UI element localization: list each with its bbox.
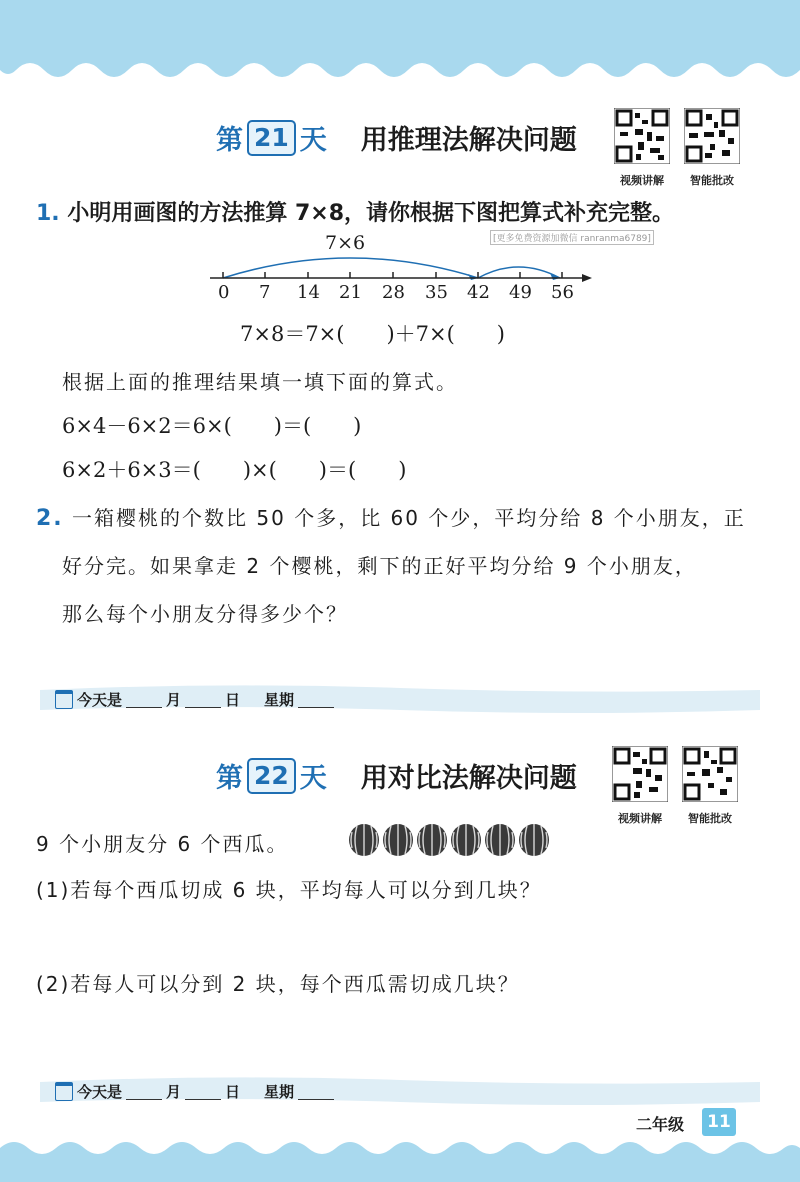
instruction-text: 根据上面的推理结果填一填下面的算式。 — [62, 370, 458, 394]
tick-labels — [0, 282, 800, 306]
question-1-number: 1. — [36, 201, 60, 226]
date-bar-1 — [55, 686, 334, 712]
qr-label-grade: 智能批改 — [688, 812, 732, 825]
formula-7x8[interactable]: 7×8＝7×( )＋7×( ) — [240, 322, 506, 346]
month-blank[interactable] — [126, 1083, 162, 1100]
date-bar-2 — [55, 1078, 334, 1104]
tick-label: 14 — [297, 282, 320, 303]
axis-arrow-icon — [582, 274, 592, 282]
tick-label: 28 — [382, 282, 405, 303]
tick-marks — [223, 272, 562, 278]
day21-topic: 用推理法解决问题 — [360, 125, 577, 156]
arc-extra — [478, 267, 560, 278]
top-wave-band — [0, 0, 800, 90]
grade-label: 二年级 — [636, 1115, 685, 1134]
date-label-week: 星期 — [264, 1082, 295, 1101]
watermark-text: [更多免费资源加微信 ranranma6789] — [490, 230, 654, 245]
date-label-day: 日 — [225, 1082, 241, 1101]
question-3-sub-2: (2)若每人可以分到 2 块，每个西瓜需切成几块？ — [36, 972, 520, 996]
question-1 — [36, 196, 674, 227]
question-2-line-1 — [36, 502, 746, 531]
qr-label-grade: 智能批改 — [690, 174, 734, 187]
watermelon-icon — [451, 824, 481, 856]
question-2-text: 一箱樱桃的个数比 50 个多，比 60 个少，平均分给 8 个小朋友，正 — [72, 506, 746, 530]
qr-code-icon[interactable] — [612, 746, 668, 802]
calendar-icon — [55, 1082, 73, 1101]
watermelons-illustration — [346, 822, 556, 858]
watermelon-icon — [349, 824, 379, 856]
day21-number: 21 — [247, 120, 296, 156]
question-2-number: 2. — [36, 506, 64, 531]
tick-label: 49 — [509, 282, 532, 303]
day21-title — [216, 118, 577, 157]
date-label-week: 星期 — [264, 690, 295, 709]
date-label-month: 月 — [166, 690, 182, 709]
bottom-wave-band — [0, 1128, 800, 1182]
question-3-sub-1: (1)若每个西瓜切成 6 块，平均每人可以分到几块？ — [36, 878, 542, 902]
tick-label: 0 — [218, 282, 230, 303]
day22-prefix: 第 — [216, 763, 243, 794]
tick-label: 56 — [551, 282, 574, 303]
qr-label-video: 视频讲解 — [620, 174, 664, 187]
qr-code-icon[interactable] — [682, 746, 738, 802]
calendar-icon — [55, 690, 73, 709]
weekday-blank[interactable] — [298, 1083, 334, 1100]
tick-label: 7 — [259, 282, 271, 303]
date-label-today: 今天是 — [77, 690, 123, 709]
tick-label: 21 — [339, 282, 362, 303]
question-1-text: 小明用画图的方法推算 7×8，请你根据下图把算式补充完整。 — [67, 201, 675, 226]
day22-suffix: 天 — [299, 763, 327, 794]
question-2-line-2: 好分完。如果拿走 2 个樱桃，剩下的正好平均分给 9 个小朋友， — [62, 554, 697, 578]
weekday-blank[interactable] — [298, 691, 334, 708]
qr-code-icon[interactable] — [684, 108, 740, 164]
page-number: 11 — [702, 1108, 736, 1136]
expression-1[interactable]: 6×4－6×2＝6×( )＝( ) — [62, 414, 362, 438]
month-blank[interactable] — [126, 691, 162, 708]
date-label-day: 日 — [225, 690, 241, 709]
day21-suffix: 天 — [299, 125, 327, 156]
day22-number: 22 — [247, 758, 296, 794]
expression-2[interactable]: 6×2＋6×3＝( )×( )＝( ) — [62, 458, 407, 482]
qr-label-video: 视频讲解 — [618, 812, 662, 825]
watermelon-icon — [417, 824, 447, 856]
tick-label: 42 — [467, 282, 490, 303]
day-blank[interactable] — [185, 691, 221, 708]
watermelon-icon — [383, 824, 413, 856]
question-2-line-3: 那么每个小朋友分得多少个？ — [62, 602, 348, 626]
watermelon-icon — [485, 824, 515, 856]
day-blank[interactable] — [185, 1083, 221, 1100]
arc-label: 7×6 — [325, 232, 366, 254]
day22-title — [216, 756, 577, 795]
tick-label: 35 — [425, 282, 448, 303]
day21-prefix: 第 — [216, 125, 243, 156]
day22-topic: 用对比法解决问题 — [360, 763, 577, 794]
watermelon-icon — [519, 824, 549, 856]
question-3-intro: 9 个小朋友分 6 个西瓜。 — [36, 832, 289, 856]
date-label-today: 今天是 — [77, 1082, 123, 1101]
qr-code-icon[interactable] — [614, 108, 670, 164]
date-label-month: 月 — [166, 1082, 182, 1101]
